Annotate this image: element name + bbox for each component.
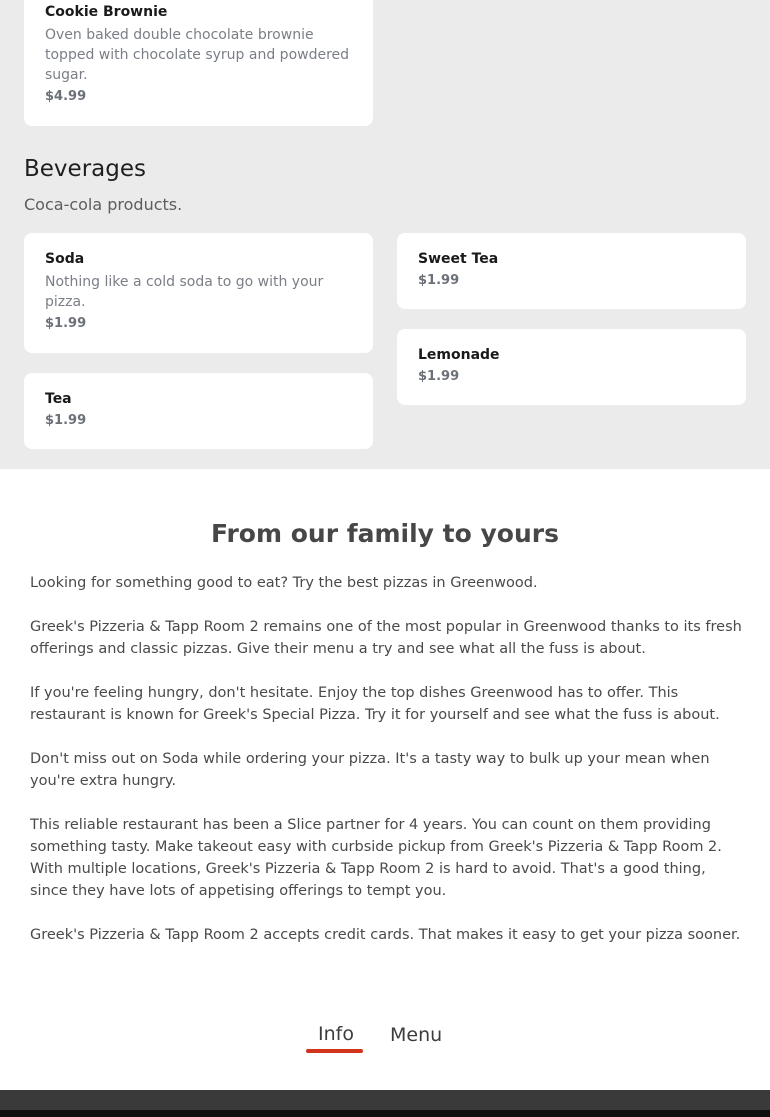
menu-item-price: $1.99 xyxy=(418,273,460,288)
menu-item-card-cookie-brownie[interactable] xyxy=(24,0,373,126)
tab-info[interactable]: Info xyxy=(318,1023,354,1045)
menu-item-price: $1.99 xyxy=(418,369,460,384)
menu-item-card-sweet-tea[interactable] xyxy=(397,233,746,309)
menu-item-description: Oven baked double chocolate brownie topped with chocolate syrup and powdered sugar. xyxy=(45,27,350,83)
menu-item-price: $4.99 xyxy=(45,89,87,104)
active-tab-indicator xyxy=(306,1049,363,1053)
about-paragraph: Greek's Pizzeria & Tapp Room 2 remains one of the most popular in Greenwood thanks to its fresh offerings and classic pizzas. Give their menu a try and see what all the fuss is about. xyxy=(30,619,742,657)
menu-item-name: Cookie Brownie xyxy=(45,4,168,20)
about-paragraph: This reliable restaurant has been a Slice partner for 4 years. You can count on them providing something tasty. Make takeout easy with curbside pickup from Greek's Pizzeria & Tapp Room 2. With multiple locations, Greek's Pizzeria & Tapp Room 2 is hard to avoid. That's a good thing, since they have lots of appetising offerings to tempt you. xyxy=(30,817,722,899)
section-description-beverages: Coca-cola products. xyxy=(24,195,183,214)
menu-item-description: Nothing like a cold soda to go with your pizza. xyxy=(45,274,324,310)
footer-strip xyxy=(0,1110,770,1117)
footer xyxy=(0,1090,770,1117)
menu-item-name: Lemonade xyxy=(418,347,500,363)
about-paragraph: Don't miss out on Soda while ordering your pizza. It's a tasty way to bulk up your mean when you're extra hungry. xyxy=(30,751,710,789)
menu-item-price: $1.99 xyxy=(45,316,87,331)
menu-item-name: Soda xyxy=(45,251,85,267)
about-paragraph: If you're feeling hungry, don't hesitate. Enjoy the top dishes Greenwood has to offer. This restaurant is known for Greek's Special Pizza. Try it for yourself and see what the fuss is about. xyxy=(30,685,720,723)
menu-item-name: Sweet Tea xyxy=(418,251,499,267)
menu-item-price: $1.99 xyxy=(45,413,87,428)
menu-item-name: Tea xyxy=(45,391,72,407)
about-title: From our family to yours xyxy=(211,519,559,548)
about-paragraph: Looking for something good to eat? Try the best pizzas in Greenwood. xyxy=(30,575,538,591)
about-section xyxy=(0,469,770,1090)
menu-item-card-lemonade[interactable] xyxy=(397,329,746,405)
tab-menu[interactable]: Menu xyxy=(390,1024,443,1046)
section-title-beverages: Beverages xyxy=(24,156,146,182)
about-paragraph: Greek's Pizzeria & Tapp Room 2 accepts credit cards. That makes it easy to get your pizza sooner. xyxy=(30,927,741,943)
menu-item-card-soda[interactable] xyxy=(24,233,373,353)
menu-item-card-tea[interactable] xyxy=(24,373,373,449)
